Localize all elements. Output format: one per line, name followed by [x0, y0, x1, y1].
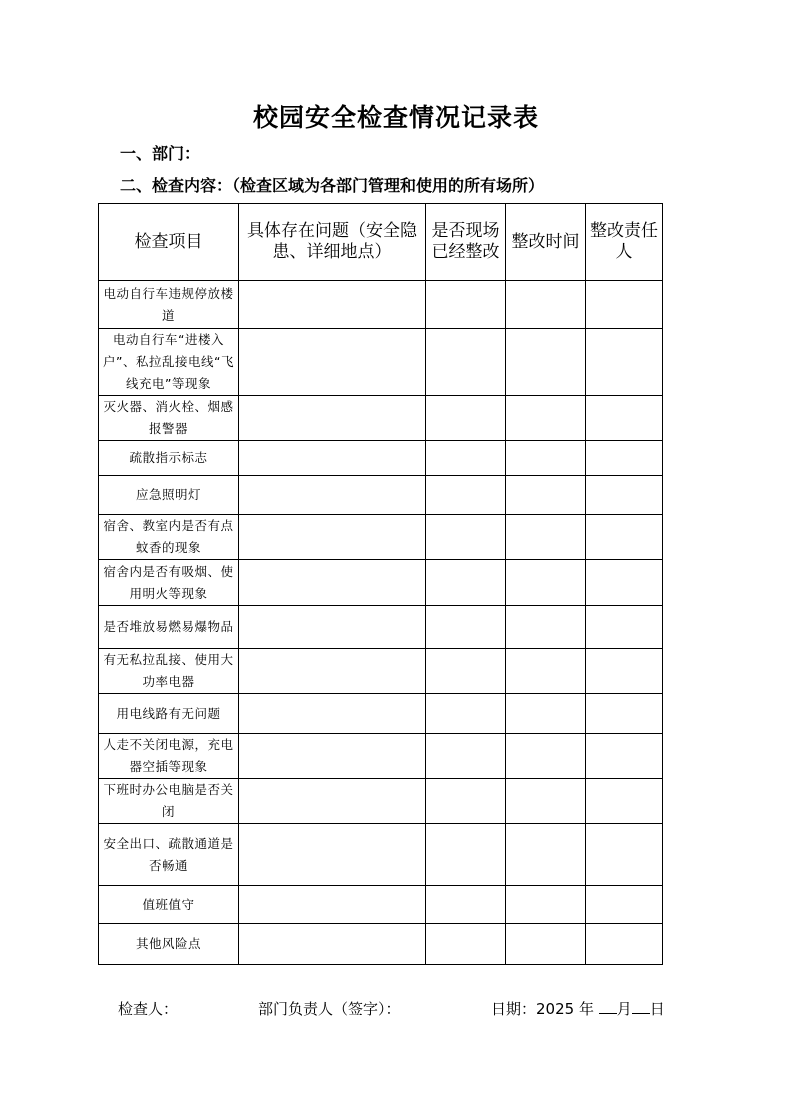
- rectify-time-cell[interactable]: [506, 606, 586, 649]
- header-responsible-person: 整改责任人: [586, 204, 663, 281]
- rectify-time-cell[interactable]: [506, 329, 586, 396]
- responsible-person-cell[interactable]: [586, 560, 663, 606]
- rectify-time-cell[interactable]: [506, 824, 586, 886]
- responsible-person-cell[interactable]: [586, 329, 663, 396]
- responsible-person-cell[interactable]: [586, 886, 663, 924]
- rectify-time-cell[interactable]: [506, 476, 586, 515]
- rectify-time-cell[interactable]: [506, 694, 586, 734]
- rectified-cell[interactable]: [426, 649, 506, 694]
- rectified-cell[interactable]: [426, 515, 506, 560]
- dept-head-signature-label: 部门负责人（签字）：: [258, 1000, 401, 1018]
- rectified-cell[interactable]: [426, 606, 506, 649]
- problem-detail-cell[interactable]: [239, 515, 426, 560]
- day-blank[interactable]: [632, 999, 650, 1014]
- problem-detail-cell[interactable]: [239, 649, 426, 694]
- check-item-label: 值班值守: [99, 886, 239, 924]
- table-row: [99, 734, 663, 779]
- rectify-time-cell[interactable]: [506, 734, 586, 779]
- problem-detail-cell[interactable]: [239, 779, 426, 824]
- check-item-label: 应急照明灯: [99, 476, 239, 515]
- date-field: [491, 998, 665, 1019]
- rectified-cell[interactable]: [426, 476, 506, 515]
- responsible-person-cell[interactable]: [586, 476, 663, 515]
- header-check-item: 检查项目: [99, 204, 239, 281]
- inspector-signature-label: 检查人：: [118, 1000, 179, 1018]
- problem-detail-cell[interactable]: [239, 281, 426, 329]
- responsible-person-cell[interactable]: [586, 281, 663, 329]
- rectify-time-cell[interactable]: [506, 396, 586, 441]
- rectified-cell[interactable]: [426, 779, 506, 824]
- header-problem-detail: 具体存在问题（安全隐患、详细地点）: [239, 204, 426, 281]
- rectify-time-cell[interactable]: [506, 560, 586, 606]
- check-item-label: 是否堆放易燃易爆物品: [99, 606, 239, 649]
- rectified-cell[interactable]: [426, 886, 506, 924]
- problem-detail-cell[interactable]: [239, 606, 426, 649]
- problem-detail-cell[interactable]: [239, 396, 426, 441]
- table-row: [99, 649, 663, 694]
- month-blank[interactable]: [599, 999, 617, 1014]
- rectified-cell[interactable]: [426, 441, 506, 476]
- problem-detail-cell[interactable]: [239, 441, 426, 476]
- problem-detail-cell[interactable]: [239, 329, 426, 396]
- check-item-label: 电动自行车违规停放楼道: [99, 281, 239, 329]
- table-row: [99, 476, 663, 515]
- check-item-label: 宿舍、教室内是否有点蚊香的现象: [99, 515, 239, 560]
- rectified-cell[interactable]: [426, 560, 506, 606]
- rectified-cell[interactable]: [426, 396, 506, 441]
- rectified-cell[interactable]: [426, 329, 506, 396]
- rectified-cell[interactable]: [426, 824, 506, 886]
- responsible-person-cell[interactable]: [586, 515, 663, 560]
- rectify-time-cell[interactable]: [506, 441, 586, 476]
- responsible-person-cell[interactable]: [586, 924, 663, 965]
- table-row: [99, 560, 663, 606]
- table-row: [99, 694, 663, 734]
- problem-detail-cell[interactable]: [239, 694, 426, 734]
- rectify-time-cell[interactable]: [506, 515, 586, 560]
- responsible-person-cell[interactable]: [586, 734, 663, 779]
- table-row: [99, 329, 663, 396]
- table-row: [99, 779, 663, 824]
- rectify-time-cell[interactable]: [506, 649, 586, 694]
- table-row: [99, 886, 663, 924]
- table-row: [99, 824, 663, 886]
- inspection-content-label: 二、检查内容：（检查区域为各部门管理和使用的所有场所）: [120, 176, 545, 195]
- check-item-label: 下班时办公电脑是否关闭: [99, 779, 239, 824]
- date-month-label: 月: [616, 1000, 632, 1018]
- table-row: [99, 441, 663, 476]
- problem-detail-cell[interactable]: [239, 886, 426, 924]
- check-item-label: 其他风险点: [99, 924, 239, 965]
- problem-detail-cell[interactable]: [239, 476, 426, 515]
- check-item-label: 电动自行车“进楼入户”、私拉乱接电线“飞线充电”等现象: [99, 329, 239, 396]
- rectify-time-cell[interactable]: [506, 886, 586, 924]
- check-item-label: 用电线路有无问题: [99, 694, 239, 734]
- rectify-time-cell[interactable]: [506, 281, 586, 329]
- rectify-time-cell[interactable]: [506, 924, 586, 965]
- responsible-person-cell[interactable]: [586, 694, 663, 734]
- responsible-person-cell[interactable]: [586, 606, 663, 649]
- responsible-person-cell[interactable]: [586, 824, 663, 886]
- document-title: 校园安全检查情况记录表: [252, 103, 539, 132]
- rectified-cell[interactable]: [426, 281, 506, 329]
- responsible-person-cell[interactable]: [586, 396, 663, 441]
- table-header-row: [99, 204, 663, 281]
- rectify-time-cell[interactable]: [506, 779, 586, 824]
- department-label: 一、部门：: [120, 144, 201, 163]
- responsible-person-cell[interactable]: [586, 649, 663, 694]
- rectified-cell[interactable]: [426, 924, 506, 965]
- check-item-label: 疏散指示标志: [99, 441, 239, 476]
- table-row: [99, 396, 663, 441]
- header-rectified-on-site: 是否现场已经整改: [426, 204, 506, 281]
- rectified-cell[interactable]: [426, 694, 506, 734]
- problem-detail-cell[interactable]: [239, 824, 426, 886]
- problem-detail-cell[interactable]: [239, 560, 426, 606]
- rectified-cell[interactable]: [426, 734, 506, 779]
- check-item-label: 宿舍内是否有吸烟、使用明火等现象: [99, 560, 239, 606]
- check-item-label: 有无私拉乱接、使用大功率电器: [99, 649, 239, 694]
- date-day-label: 日: [649, 1000, 665, 1018]
- table-row: [99, 606, 663, 649]
- header-rectify-time: 整改时间: [506, 204, 586, 281]
- inspection-record-table: [98, 203, 663, 965]
- check-item-label: 灭火器、消火栓、烟感报警器: [99, 396, 239, 441]
- problem-detail-cell[interactable]: [239, 734, 426, 779]
- check-item-label: 安全出口、疏散通道是否畅通: [99, 824, 239, 886]
- check-item-label: 人走不关闭电源，充电器空插等现象: [99, 734, 239, 779]
- problem-detail-cell[interactable]: [239, 924, 426, 965]
- responsible-person-cell[interactable]: [586, 441, 663, 476]
- date-year-label: 日期：2025 年: [491, 1000, 594, 1018]
- responsible-person-cell[interactable]: [586, 779, 663, 824]
- table-row: [99, 515, 663, 560]
- table-row: [99, 924, 663, 965]
- table-row: [99, 281, 663, 329]
